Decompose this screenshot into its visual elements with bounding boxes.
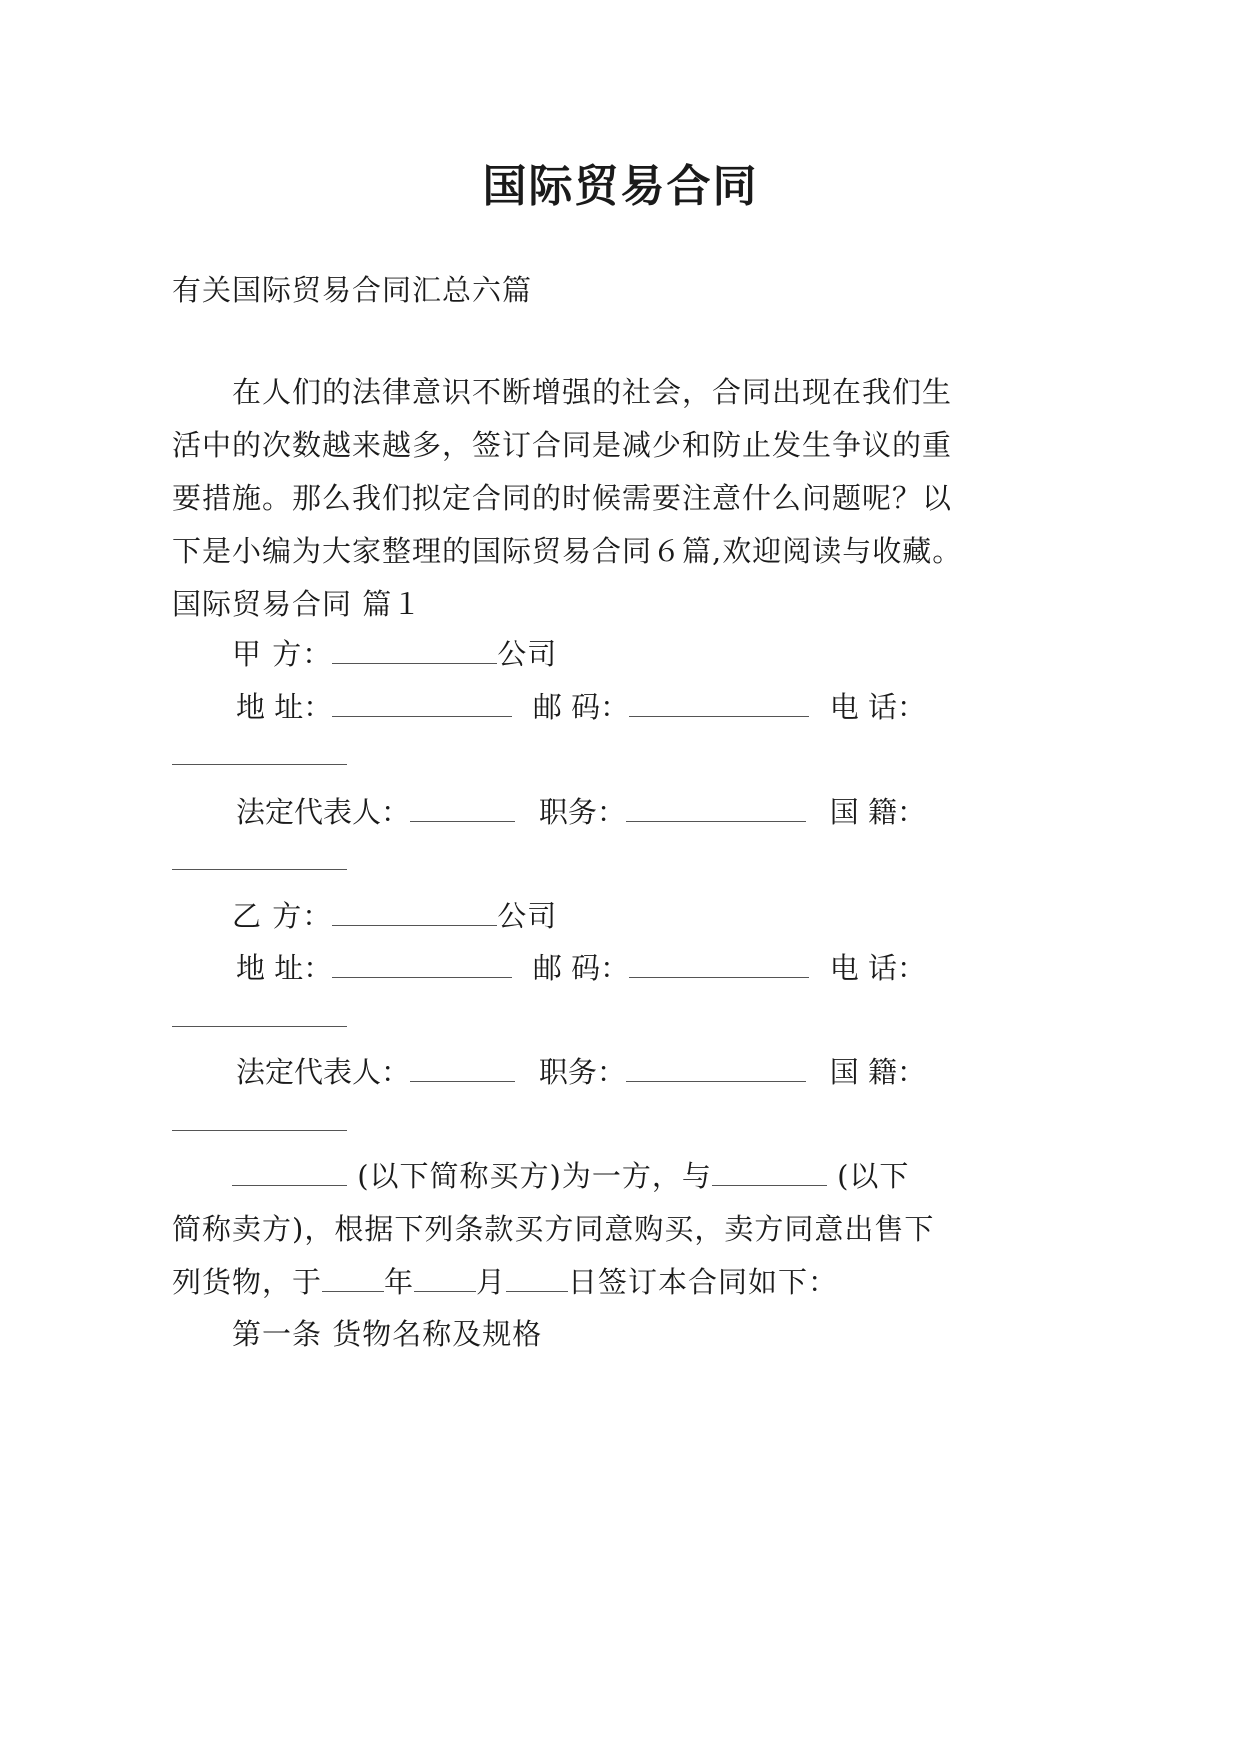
party-a-post-blank bbox=[626, 797, 806, 822]
party-a-blank bbox=[332, 639, 497, 664]
party-b-address-label: 地 址： bbox=[236, 951, 333, 985]
party-a-rep-field bbox=[236, 790, 515, 831]
party-b-label: 乙 方： bbox=[232, 899, 333, 933]
party-a-nation-label: 国 籍： bbox=[829, 795, 926, 829]
party-a-post-field bbox=[539, 790, 806, 831]
article-1-heading: 第一条 货物名称及规格 bbox=[232, 1317, 543, 1351]
year-label: 年 bbox=[384, 1265, 415, 1299]
agreement-line-3 bbox=[172, 1260, 838, 1301]
buyer-blank bbox=[232, 1161, 347, 1186]
party-a-zip-label: 邮 码： bbox=[532, 690, 630, 724]
party-b-rep-field bbox=[236, 1050, 515, 1091]
party-b-blank bbox=[332, 901, 497, 926]
party-b-address-field bbox=[236, 946, 512, 987]
party-b-contact-row bbox=[236, 946, 926, 987]
party-a-zip-blank bbox=[629, 692, 809, 717]
party-b-suffix: 公司 bbox=[497, 899, 558, 933]
day-label: 日签订本合同如下： bbox=[568, 1265, 839, 1299]
party-a-address-label: 地 址： bbox=[236, 690, 333, 724]
party-a-row bbox=[232, 632, 557, 673]
intro-line-3: 要措施。那么我们拟定合同的时候需要注意什么问题呢？以 bbox=[172, 481, 953, 515]
month-label: 月 bbox=[476, 1265, 507, 1299]
party-a-suffix: 公司 bbox=[497, 637, 558, 671]
party-a-rep-row bbox=[236, 790, 926, 831]
year-blank bbox=[322, 1267, 384, 1292]
day-blank bbox=[506, 1267, 568, 1292]
agreement-date-intro: 列货物，于 bbox=[172, 1265, 323, 1299]
party-a-rep-blank bbox=[410, 797, 515, 822]
party-b-zip-field bbox=[533, 946, 809, 987]
party-a-address-blank bbox=[332, 692, 512, 717]
party-b-zip-blank bbox=[629, 953, 809, 978]
document-title: 国际贸易合同 bbox=[482, 161, 759, 212]
party-a-rep-label: 法定代表人： bbox=[236, 795, 411, 829]
seller-blank bbox=[712, 1161, 827, 1186]
document-subtitle: 有关国际贸易合同汇总六篇 bbox=[172, 273, 533, 307]
agreement-buyer-text: (以下简称买方)为一方，与 bbox=[357, 1159, 712, 1193]
party-b-nation-blank bbox=[172, 1130, 347, 1131]
party-b-post-blank bbox=[626, 1057, 806, 1082]
party-b-nation-label: 国 籍： bbox=[829, 1055, 926, 1089]
party-a-address-field bbox=[236, 685, 512, 726]
party-a-label: 甲 方： bbox=[232, 637, 333, 671]
party-a-contact-row bbox=[236, 685, 926, 726]
agreement-line-2: 简称卖方)，根据下列条款买方同意购买，卖方同意出售下 bbox=[172, 1212, 935, 1246]
party-b-rep-blank bbox=[410, 1057, 515, 1082]
party-a-phone-label: 电 话： bbox=[829, 690, 926, 724]
agreement-line-1 bbox=[232, 1154, 909, 1195]
month-blank bbox=[414, 1267, 476, 1292]
intro-line-2: 活中的次数越来越多，签订合同是减少和防止发生争议的重 bbox=[172, 428, 953, 462]
party-a-zip-field bbox=[533, 685, 809, 726]
party-b-phone-blank bbox=[172, 1026, 347, 1027]
party-a-phone-blank bbox=[172, 764, 347, 765]
party-b-rep-label: 法定代表人： bbox=[236, 1055, 411, 1089]
party-a-post-label: 职务： bbox=[538, 795, 626, 829]
intro-line-4: 下是小编为大家整理的国际贸易合同６篇,欢迎阅读与收藏。 bbox=[172, 534, 963, 568]
party-b-zip-label: 邮 码： bbox=[532, 951, 630, 985]
party-b-row bbox=[232, 894, 557, 935]
party-b-post-label: 职务： bbox=[538, 1055, 626, 1089]
section-heading: 国际贸易合同 篇１ bbox=[172, 587, 423, 621]
party-a-nation-blank bbox=[172, 869, 347, 870]
agreement-seller-text: (以下 bbox=[837, 1159, 910, 1193]
party-b-address-blank bbox=[332, 953, 512, 978]
intro-line-1: 在人们的法律意识不断增强的社会，合同出现在我们生 bbox=[232, 375, 953, 409]
party-b-post-field bbox=[539, 1050, 806, 1091]
party-b-rep-row bbox=[236, 1050, 926, 1091]
party-b-phone-label: 电 话： bbox=[829, 951, 926, 985]
